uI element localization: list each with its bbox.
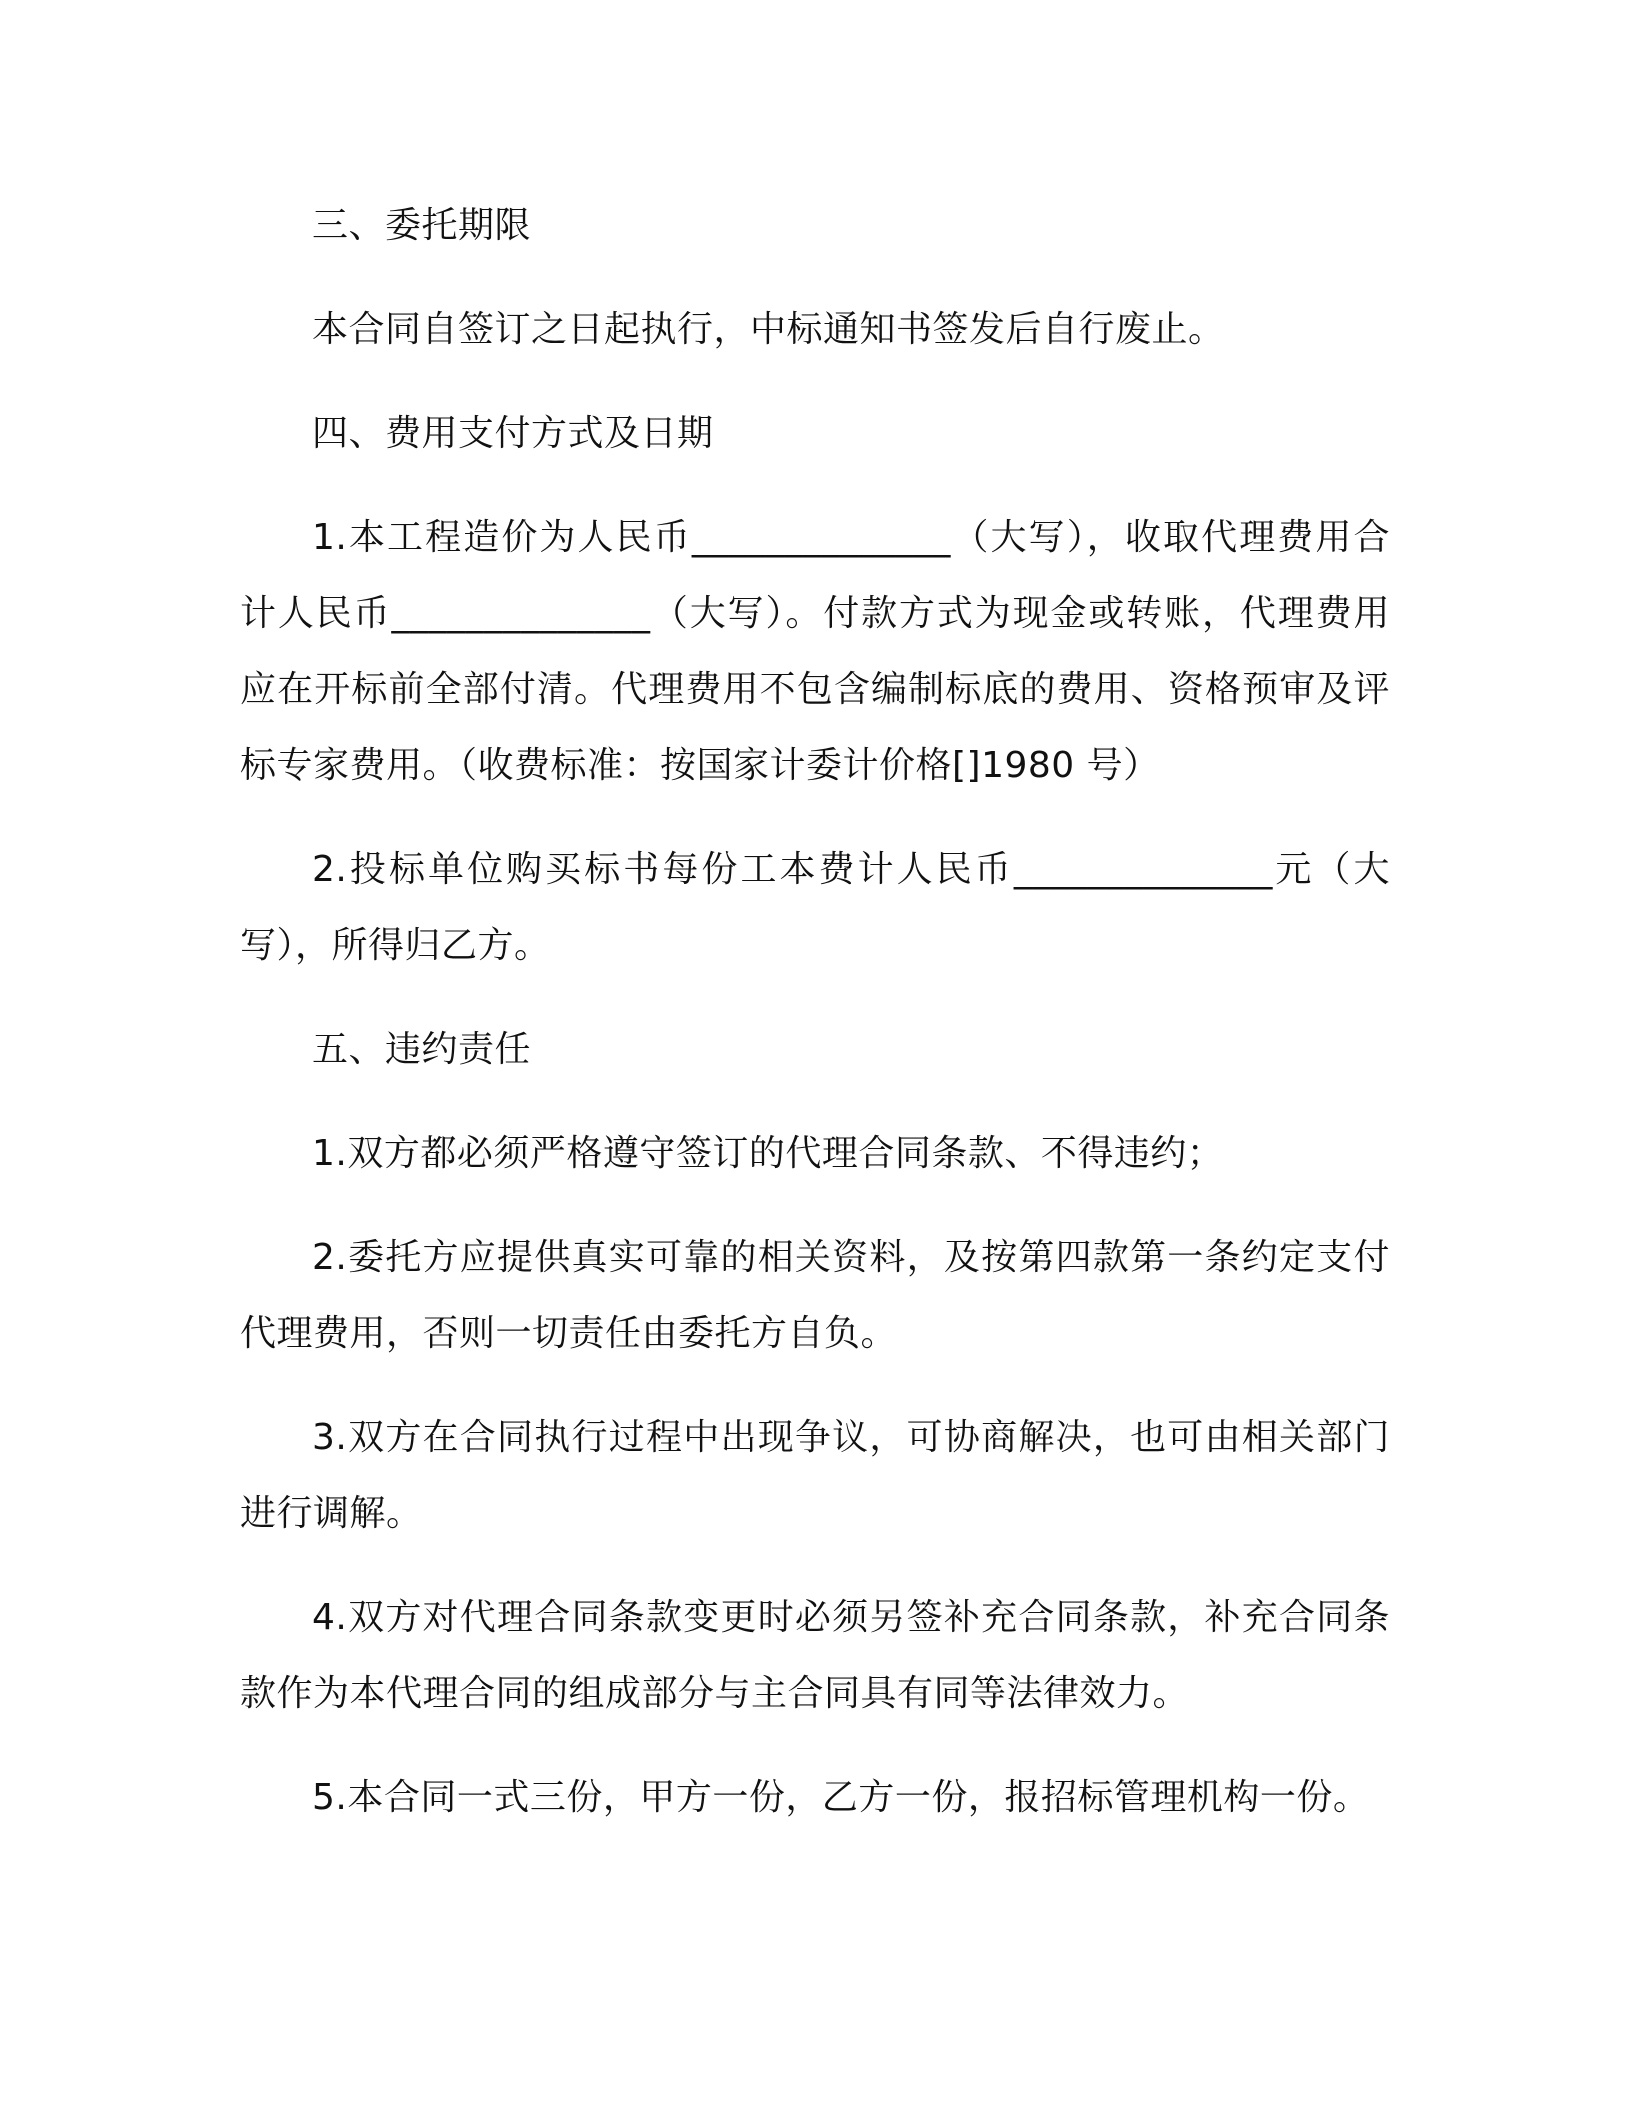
section-heading-term: 三、委托期限 bbox=[312, 205, 532, 246]
liability-clause-2: 2.委托方应提供真实可靠的相关资料，及按第四款第一条约定支付代理费用，否则一切责任由委托方自负。 bbox=[240, 1237, 1390, 1354]
term-paragraph: 本合同自签订之日起执行，中标通知书签发后自行废止。 bbox=[312, 309, 1225, 350]
liability-clause-1: 1.双方都必须严格遵守签订的代理合同条款、不得违约； bbox=[312, 1133, 1224, 1174]
section-heading-liability: 五、违约责任 bbox=[312, 1029, 532, 1070]
liability-clause-3: 3.双方在合同执行过程中出现争议，可协商解决，也可由相关部门进行调解。 bbox=[240, 1417, 1390, 1534]
payment-clause-1: 1.本工程造价为人民币______________（大写），收取代理费用合计人民币______________（大写）。付款方式为现金或转账，代理费用应在开标前全部付清。代理费用不包含编制标底的费用、资格预审及评标专家费用。（收费标准：按国家计委计价格[]1980 号） bbox=[240, 517, 1390, 786]
document-body bbox=[240, 188, 1390, 1864]
section-heading-payment: 四、费用支付方式及日期 bbox=[312, 413, 714, 454]
liability-clause-4: 4.双方对代理合同条款变更时必须另签补充合同条款，补充合同条款作为本代理合同的组成部分与主合同具有同等法律效力。 bbox=[240, 1597, 1390, 1714]
payment-clause-2: 2.投标单位购买标书每份工本费计人民币______________元（大写），所得归乙方。 bbox=[240, 849, 1390, 966]
liability-clause-5: 5.本合同一式三份，甲方一份，乙方一份，报招标管理机构一份。 bbox=[312, 1777, 1370, 1818]
